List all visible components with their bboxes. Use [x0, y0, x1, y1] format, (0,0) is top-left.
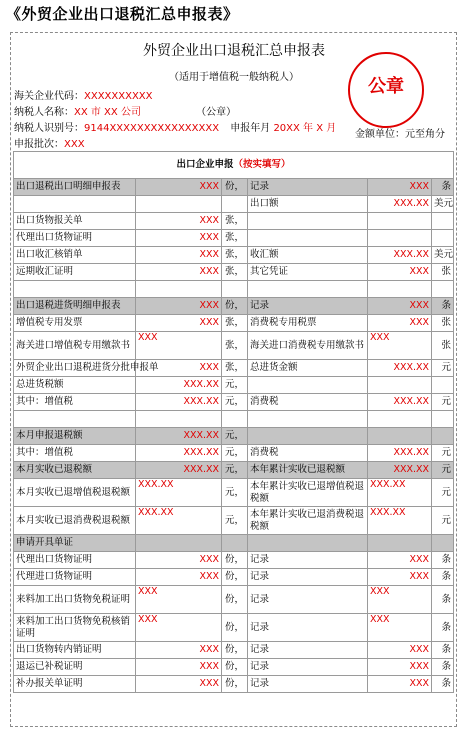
- row-count: XXX: [136, 213, 222, 230]
- row-label-2: [248, 411, 368, 428]
- row-unit: 张，: [222, 264, 248, 281]
- table-row: [14, 360, 454, 377]
- row-label-2: 记录: [248, 179, 368, 196]
- customs-code-line: [14, 87, 153, 102]
- table-header-main: 出口企业申报: [176, 159, 234, 170]
- customs-code-value: XXXXXXXXXX: [84, 91, 153, 102]
- row-count: XXX.XX: [136, 507, 222, 535]
- row-unit-2: 元: [432, 462, 454, 479]
- row-count: XXX.XX: [136, 377, 222, 394]
- row-value-2: XXX: [368, 659, 432, 676]
- row-label: 本月实收已退消费税退税额: [14, 507, 136, 535]
- seal-note: （公章）: [196, 107, 237, 118]
- row-count: [136, 535, 222, 552]
- row-value-2: [368, 535, 432, 552]
- form-subtitle: （适用于增值税一般纳税人）: [169, 72, 299, 83]
- row-label-2: [248, 377, 368, 394]
- official-seal: [348, 52, 424, 128]
- row-label: 代理出口货物证明: [14, 230, 136, 247]
- table-row: [14, 281, 454, 298]
- row-label-2: 记录: [248, 659, 368, 676]
- row-unit-2: 元: [432, 394, 454, 411]
- row-label: 其中：增值税: [14, 445, 136, 462]
- row-value-2: XXX: [368, 315, 432, 332]
- row-unit: [222, 535, 248, 552]
- row-unit: 份，: [222, 298, 248, 315]
- period-value: 20XX 年 X 月: [273, 123, 337, 134]
- row-value-2: XXX: [368, 569, 432, 586]
- row-label-2: 记录: [248, 676, 368, 693]
- row-value-2: [368, 377, 432, 394]
- row-unit: 份，: [222, 642, 248, 659]
- batch-line: [14, 135, 85, 150]
- row-value-2: XXX.XX: [368, 445, 432, 462]
- row-label-2: [248, 428, 368, 445]
- form-title: 外贸企业出口退税汇总申报表: [143, 43, 325, 59]
- row-label-2: 记录: [248, 569, 368, 586]
- amount-unit: 金额单位：元至角分: [355, 129, 445, 140]
- row-unit: 元，: [222, 479, 248, 507]
- row-value-2: XXX: [368, 552, 432, 569]
- row-label: [14, 196, 136, 213]
- period-label: 申报年月: [230, 123, 271, 134]
- row-count: XXX: [136, 230, 222, 247]
- row-label: 补办报关单证明: [14, 676, 136, 693]
- row-value-2: XXX: [368, 676, 432, 693]
- row-unit-2: 美元: [432, 247, 454, 264]
- table-row: [14, 659, 454, 676]
- row-label-2: 消费税: [248, 445, 368, 462]
- row-count: [136, 411, 222, 428]
- page-heading: 《外贸企业出口退税汇总申报表》: [6, 5, 239, 23]
- table-row: [14, 213, 454, 230]
- row-unit: 份，: [222, 614, 248, 642]
- row-label: 外贸企业出口退税进货分批申报单: [14, 360, 136, 377]
- row-count: XXX: [136, 360, 222, 377]
- row-label-2: 海关进口消费税专用缴款书: [248, 332, 368, 360]
- row-label-2: 记录: [248, 552, 368, 569]
- table-header-row: [14, 152, 454, 179]
- table-row: [14, 247, 454, 264]
- row-value-2: [368, 213, 432, 230]
- row-count: XXX: [136, 247, 222, 264]
- row-label-2: 总进货金额: [248, 360, 368, 377]
- table-row: [14, 676, 454, 693]
- table-row: [14, 614, 454, 642]
- row-value-2: XXX.XX: [368, 247, 432, 264]
- row-value-2: XXX.XX: [368, 462, 432, 479]
- row-unit-2: [432, 230, 454, 247]
- row-count: XXX: [136, 586, 222, 614]
- row-label: 代理进口货物证明: [14, 569, 136, 586]
- taxpayer-id-value: 9144XXXXXXXXXXXXXXXX: [84, 123, 220, 134]
- row-unit: 份，: [222, 179, 248, 196]
- table-row: [14, 230, 454, 247]
- row-unit-2: 元: [432, 507, 454, 535]
- row-label: 来料加工出口货物免税证明: [14, 586, 136, 614]
- row-value-2: [368, 281, 432, 298]
- row-unit-2: 元: [432, 479, 454, 507]
- row-label: 来料加工出口货物免税核销证明: [14, 614, 136, 642]
- row-label: 出口退税出口明细申报表: [14, 179, 136, 196]
- taxpayer-name-value: XX 市 XX 公司: [74, 107, 141, 118]
- row-unit: 元，: [222, 377, 248, 394]
- row-value-2: XXX: [368, 264, 432, 281]
- section-row: [14, 535, 454, 552]
- row-value-2: XXX: [368, 614, 432, 642]
- row-unit-2: 条: [432, 179, 454, 196]
- row-label: [14, 281, 136, 298]
- row-count: XXX: [136, 179, 222, 196]
- row-unit-2: [432, 535, 454, 552]
- row-value-2: XXX: [368, 298, 432, 315]
- row-label: [14, 411, 136, 428]
- row-label-2: 本年累计实收已退税额: [248, 462, 368, 479]
- row-unit: [222, 196, 248, 213]
- row-unit-2: 条: [432, 659, 454, 676]
- row-value-2: XXX: [368, 179, 432, 196]
- row-count: XXX: [136, 676, 222, 693]
- row-label: 本月实收已退税额: [14, 462, 136, 479]
- row-count: XXX: [136, 614, 222, 642]
- row-unit-2: [432, 213, 454, 230]
- row-label-2: 本年累计实收已退消费税退税额: [248, 507, 368, 535]
- row-count: XXX: [136, 298, 222, 315]
- row-count: [136, 196, 222, 213]
- table-row: [14, 552, 454, 569]
- row-label: 出口收汇核销单: [14, 247, 136, 264]
- section-row: [14, 428, 454, 445]
- row-label-2: 出口额: [248, 196, 368, 213]
- taxpayer-name-line: [14, 103, 236, 118]
- row-unit: 张，: [222, 247, 248, 264]
- row-unit: 份，: [222, 552, 248, 569]
- row-unit-2: 美元: [432, 196, 454, 213]
- row-unit-2: 条: [432, 552, 454, 569]
- row-count: [136, 281, 222, 298]
- row-label-2: 收汇额: [248, 247, 368, 264]
- row-value-2: XXX: [368, 642, 432, 659]
- table-row: [14, 586, 454, 614]
- row-unit-2: [432, 281, 454, 298]
- row-label-2: [248, 281, 368, 298]
- row-unit: 张，: [222, 213, 248, 230]
- row-unit: 份，: [222, 676, 248, 693]
- row-value-2: XXX: [368, 332, 432, 360]
- row-unit: 张，: [222, 315, 248, 332]
- row-label: 出口货物报关单: [14, 213, 136, 230]
- table-header: [14, 152, 454, 179]
- table-row: [14, 569, 454, 586]
- table-row: [14, 315, 454, 332]
- row-unit-2: 条: [432, 586, 454, 614]
- row-unit: 元，: [222, 445, 248, 462]
- row-label: 退运已补税证明: [14, 659, 136, 676]
- row-count: XXX: [136, 569, 222, 586]
- row-label: 出口货物转内销证明: [14, 642, 136, 659]
- table-header-note: （按实填写）: [233, 159, 291, 170]
- row-label-2: 记录: [248, 642, 368, 659]
- customs-code-label: 海关企业代码：: [14, 91, 84, 102]
- row-label: 海关进口增值税专用缴款书: [14, 332, 136, 360]
- table-row: [14, 264, 454, 281]
- row-unit-2: 张: [432, 315, 454, 332]
- row-value-2: XXX.XX: [368, 479, 432, 507]
- row-unit: 份，: [222, 586, 248, 614]
- row-label: 远期收汇证明: [14, 264, 136, 281]
- row-label: 出口退税进货明细申报表: [14, 298, 136, 315]
- row-label: 本月申报退税额: [14, 428, 136, 445]
- table-row: [14, 196, 454, 213]
- row-label-2: 其它凭证: [248, 264, 368, 281]
- table-row: [14, 394, 454, 411]
- row-label: 申请开具单证: [14, 535, 136, 552]
- row-unit: [222, 281, 248, 298]
- row-value-2: XXX.XX: [368, 394, 432, 411]
- table-row: [14, 642, 454, 659]
- row-unit-2: 张: [432, 332, 454, 360]
- row-value-2: XXX.XX: [368, 360, 432, 377]
- row-unit-2: 条: [432, 569, 454, 586]
- row-label-2: 消费税: [248, 394, 368, 411]
- table-row: [14, 507, 454, 535]
- table-row: [14, 479, 454, 507]
- row-unit: 元，: [222, 507, 248, 535]
- row-unit: 元，: [222, 462, 248, 479]
- row-unit: 份，: [222, 659, 248, 676]
- row-label-2: [248, 230, 368, 247]
- row-label-2: 本年累计实收已退增值税退税额: [248, 479, 368, 507]
- row-label-2: 记录: [248, 614, 368, 642]
- row-unit: 张，: [222, 360, 248, 377]
- row-label: 总进货税额: [14, 377, 136, 394]
- row-unit-2: 条: [432, 614, 454, 642]
- row-label-2: [248, 535, 368, 552]
- section-row: [14, 298, 454, 315]
- row-unit-2: 元: [432, 360, 454, 377]
- table-row: [14, 377, 454, 394]
- row-count: XXX: [136, 552, 222, 569]
- row-count: XXX: [136, 315, 222, 332]
- row-label-2: 消费税专用税票: [248, 315, 368, 332]
- row-count: XXX.XX: [136, 428, 222, 445]
- row-count: XXX.XX: [136, 462, 222, 479]
- declaration-table: [13, 151, 454, 693]
- row-unit-2: [432, 428, 454, 445]
- section-row: [14, 462, 454, 479]
- table-row: [14, 445, 454, 462]
- row-unit-2: 条: [432, 676, 454, 693]
- batch-label: 申报批次：: [14, 139, 64, 150]
- row-unit: 张，: [222, 332, 248, 360]
- seal-text: 公章: [368, 76, 404, 97]
- taxpayer-id-label: 纳税人识别号：: [14, 123, 84, 134]
- row-label-2: 记录: [248, 586, 368, 614]
- row-count: XXX: [136, 332, 222, 360]
- row-count: XXX: [136, 264, 222, 281]
- row-count: XXX: [136, 642, 222, 659]
- row-count: XXX.XX: [136, 445, 222, 462]
- row-label: 其中：增值税: [14, 394, 136, 411]
- table-row: [14, 332, 454, 360]
- row-label: 本月实收已退增值税退税额: [14, 479, 136, 507]
- row-unit: 元，: [222, 394, 248, 411]
- row-unit-2: 张: [432, 264, 454, 281]
- row-unit-2: 元: [432, 445, 454, 462]
- row-unit: 元，: [222, 428, 248, 445]
- row-label-2: 记录: [248, 298, 368, 315]
- row-count: XXX.XX: [136, 394, 222, 411]
- row-count: XXX: [136, 659, 222, 676]
- row-unit: 份，: [222, 569, 248, 586]
- row-value-2: XXX.XX: [368, 507, 432, 535]
- row-unit-2: 条: [432, 298, 454, 315]
- taxpayer-id-line: [14, 119, 336, 134]
- row-label: 代理出口货物证明: [14, 552, 136, 569]
- row-unit: [222, 411, 248, 428]
- section-row: [14, 179, 454, 196]
- taxpayer-name-label: 纳税人名称：: [14, 107, 74, 118]
- row-unit-2: 条: [432, 642, 454, 659]
- batch-value: XXX: [64, 139, 85, 150]
- row-label: 增值税专用发票: [14, 315, 136, 332]
- row-value-2: [368, 230, 432, 247]
- row-unit-2: [432, 377, 454, 394]
- row-label-2: [248, 213, 368, 230]
- row-value-2: [368, 411, 432, 428]
- row-unit-2: [432, 411, 454, 428]
- row-value-2: XXX.XX: [368, 196, 432, 213]
- row-count: XXX.XX: [136, 479, 222, 507]
- row-value-2: [368, 428, 432, 445]
- row-value-2: XXX: [368, 586, 432, 614]
- table-row: [14, 411, 454, 428]
- row-unit: 张，: [222, 230, 248, 247]
